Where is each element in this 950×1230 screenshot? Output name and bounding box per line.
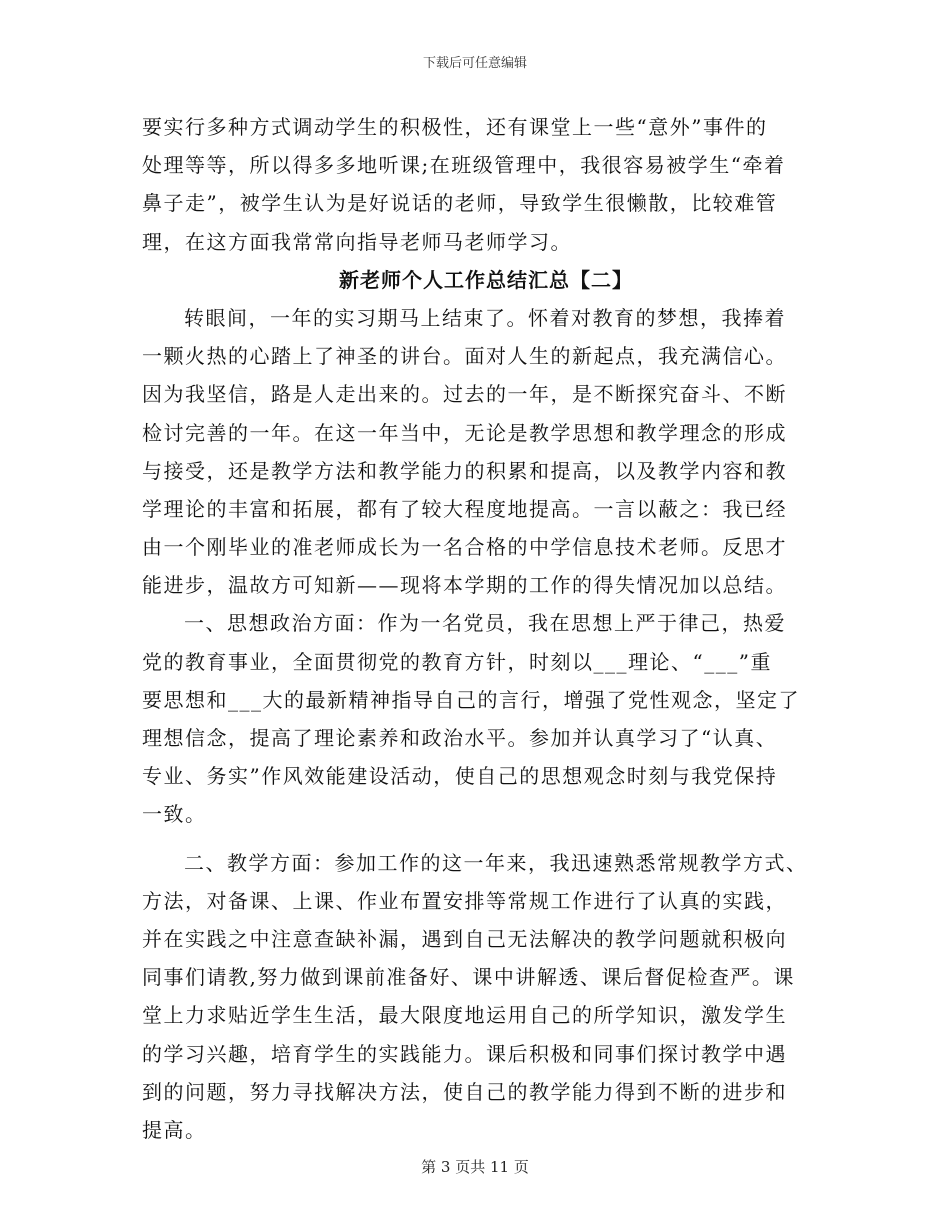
section-title: 新老师个人工作总结汇总【二】	[339, 267, 633, 292]
document-body	[142, 108, 812, 1149]
paragraph-line: 由一个刚毕业的准老师成长为一名合格的中学信息技术老师。反思才	[142, 535, 787, 560]
paragraph-line: 学理论的丰富和拓展，都有了较大程度地提高。一言以蔽之：我已经	[142, 496, 787, 521]
paragraph-line: 鼻子走”，被学生认为是好说话的老师，导致学生很懒散，比较难管	[142, 191, 778, 216]
paragraph-line: 理，在这方面我常常向指导老师马老师学习。	[142, 229, 572, 254]
paragraph-line: 并在实践之中注意查缺补漏，遇到自己无法解决的教学问题就积极向	[142, 926, 787, 951]
paragraph-line: 方法，对备课、上课、作业布置安排等常规工作进行了认真的实践，	[142, 888, 787, 913]
paragraph-line: 的学习兴趣，培育学生的实践能力。课后积极和同事们探讨教学中遇	[142, 1041, 787, 1066]
paragraph-line: 到的问题，努力寻找解决方法，使自己的教学能力得到不断的进步和	[142, 1079, 787, 1104]
paragraph-line: 提高。	[142, 1117, 207, 1142]
paragraph-line: 一颗火热的心踏上了神圣的讲台。面对人生的新起点，我充满信心。	[142, 344, 787, 369]
page-number-footer: 第 3 页共 11 页	[421, 1158, 529, 1176]
paragraph-line: 处理等等，所以得多多地听课;在班级管理中，我很容易被学生“牵着	[142, 153, 786, 178]
paragraph-gap	[142, 834, 812, 844]
paragraph-line: 转眼间，一年的实习期马上结束了。怀着对教育的梦想，我捧着	[184, 305, 786, 330]
paragraph-line: 检讨完善的一年。在这一年当中，无论是教学思想和教学理念的形成	[142, 420, 787, 445]
page-header-note: 下载后可任意编辑	[422, 56, 527, 71]
paragraph-line: 同事们请教,努力做到课前准备好、课中讲解透、课后督促检查严。课	[142, 965, 795, 990]
paragraph-line: 党的教育事业，全面贯彻党的教育方针，时刻以___理论、“___”重	[142, 649, 772, 674]
paragraph-line: 理想信念，提高了理论素养和政治水平。参加并认真学习了“认真、	[142, 726, 778, 750]
paragraph-line: 专业、务实”作风效能建设活动，使自己的思想观念时刻与我党保持	[142, 764, 778, 789]
paragraph-line: 要实行多种方式调动学生的积极性，还有课堂上一些“意外”事件的	[142, 115, 768, 139]
paragraph-line: 要思想和___大的最新精神指导自己的言行，增强了党性观念，坚定了	[142, 687, 800, 712]
paragraph-line: 因为我坚信，路是人走出来的。过去的一年，是不断探究奋斗、不断	[142, 382, 787, 407]
paragraph-line: 能进步，温故方可知新——现将本学期的工作的得失情况加以总结。	[142, 573, 787, 598]
paragraph-line: 一致。	[142, 802, 207, 827]
paragraph-line: 一、思想政治方面：作为一名党员，我在思想上严于律己，热爱	[184, 611, 786, 636]
paragraph-line: 二、教学方面：参加工作的这一年来，我迅速熟悉常规教学方式、	[184, 850, 808, 875]
paragraph-line: 与接受，还是教学方法和教学能力的积累和提高，以及教学内容和教	[142, 458, 787, 483]
paragraph-line: 堂上力求贴近学生生活，最大限度地运用自己的所学知识，激发学生	[142, 1003, 787, 1028]
